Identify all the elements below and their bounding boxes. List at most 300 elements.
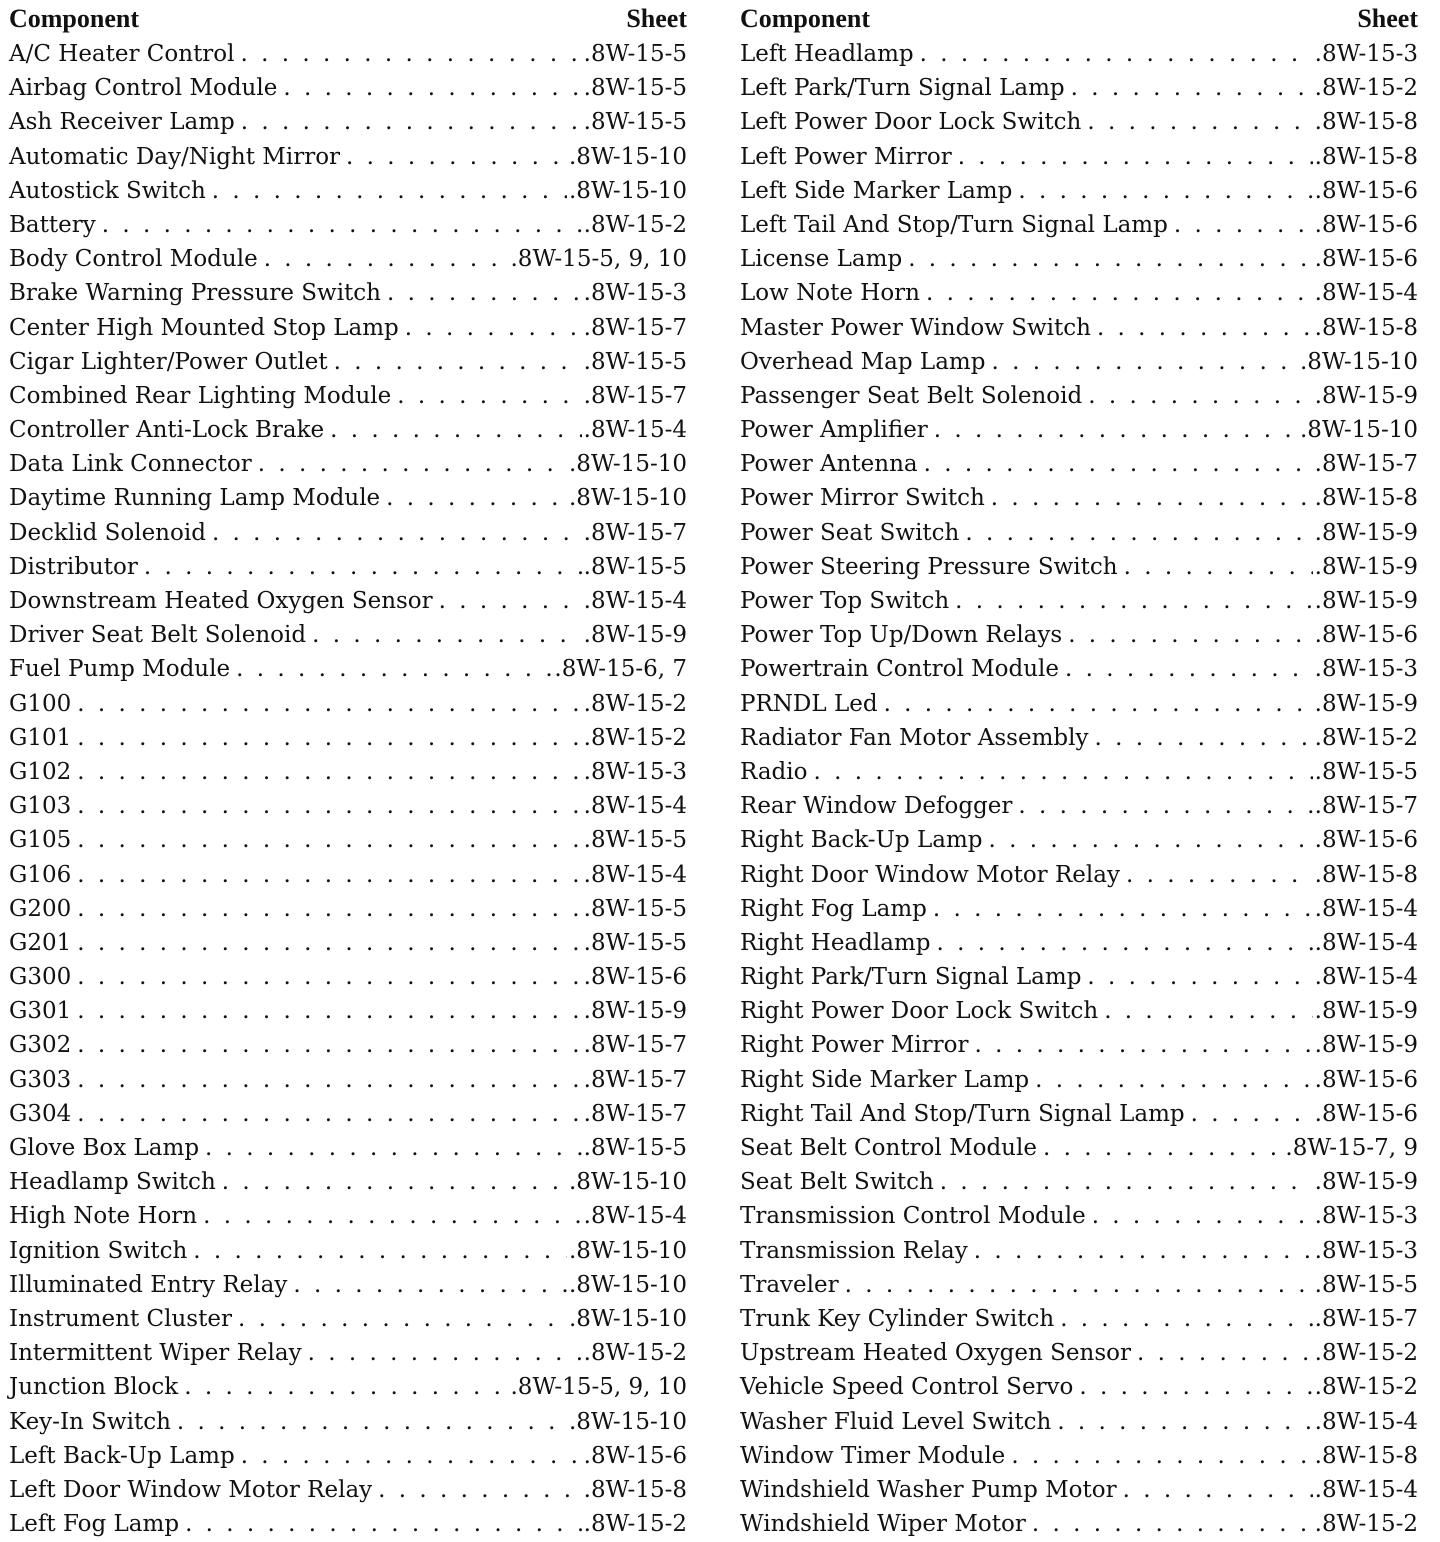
sheet-reference: .8W-15-5	[583, 41, 687, 67]
component-name: Key-In Switch	[9, 1408, 171, 1435]
component-name: Intermittent Wiper Relay	[9, 1340, 302, 1367]
dot-leader	[77, 687, 581, 721]
component-name: Body Control Module	[9, 246, 258, 273]
table-row	[740, 1302, 1418, 1336]
sheet-header-label: Sheet	[1357, 4, 1418, 33]
dot-leader	[924, 447, 1313, 481]
component-name: Left Fog Lamp	[9, 1511, 180, 1538]
dot-leader	[77, 858, 581, 892]
component-name: Vehicle Speed Control Servo	[740, 1374, 1074, 1401]
dot-leader	[1057, 1405, 1312, 1439]
dot-leader	[884, 687, 1313, 721]
table-row	[740, 618, 1418, 652]
table-row	[9, 1063, 687, 1097]
sheet-reference: .8W-15-7	[583, 1032, 687, 1059]
dot-leader	[845, 1268, 1313, 1302]
component-name: Windshield Washer Pump Motor	[740, 1476, 1117, 1503]
dot-leader	[1087, 105, 1312, 139]
component-name: G102	[9, 758, 72, 785]
component-name: Transmission Relay	[740, 1237, 968, 1264]
sheet-reference: .8W-15-9	[1314, 519, 1418, 546]
sheet-reference: .8W-15-5, 9, 10	[510, 1374, 687, 1401]
dot-leader	[77, 1097, 581, 1131]
table-row	[9, 1336, 687, 1370]
table-row	[740, 1439, 1418, 1473]
component-name: Right Headlamp	[740, 929, 931, 956]
sheet-reference: .8W-15-2	[1314, 724, 1418, 751]
sheet-reference: .8W-15-7, 9	[1285, 1135, 1418, 1161]
sheet-reference: .8W-15-6	[1314, 622, 1418, 649]
sheet-reference: .8W-15-4	[1314, 895, 1418, 922]
table-row	[9, 926, 687, 960]
component-name: Power Amplifier	[740, 417, 928, 444]
sheet-reference: .8W-15-10	[569, 177, 687, 204]
sheet-reference: .8W-15-8	[1314, 109, 1418, 136]
sheet-reference: .8W-15-9	[583, 998, 687, 1025]
component-name: Power Steering Pressure Switch	[740, 553, 1118, 580]
table-row	[740, 1234, 1418, 1268]
table-row	[740, 37, 1418, 71]
table-row	[9, 174, 687, 208]
dot-leader	[241, 105, 582, 139]
table-row	[9, 584, 687, 618]
table-row	[9, 71, 687, 105]
table-row	[740, 892, 1418, 926]
dot-leader	[991, 345, 1298, 379]
component-list-right	[740, 37, 1418, 1541]
component-name: Distributor	[9, 553, 138, 580]
column-header	[740, 2, 1418, 35]
table-row	[9, 755, 687, 789]
sheet-reference: .8W-15-4	[583, 1203, 687, 1230]
dot-leader	[975, 1028, 1313, 1062]
sheet-reference: .8W-15-5	[583, 827, 687, 854]
table-row	[740, 105, 1418, 139]
component-name: Decklid Solenoid	[9, 519, 206, 546]
component-name: Left Park/Turn Signal Lamp	[740, 75, 1065, 102]
sheet-reference: .8W-15-3	[1314, 1203, 1418, 1230]
table-row	[9, 276, 687, 310]
table-row	[9, 652, 687, 686]
sheet-reference: .8W-15-10	[1300, 348, 1418, 375]
component-name: Right Park/Turn Signal Lamp	[740, 964, 1082, 991]
sheet-reference: .8W-15-8	[583, 1476, 687, 1503]
component-name: Downstream Heated Oxygen Sensor	[9, 588, 433, 614]
component-name: Automatic Day/Night Mirror	[9, 143, 341, 170]
sheet-reference: .8W-15-6	[1314, 177, 1418, 204]
dot-leader	[346, 140, 567, 174]
dot-leader	[77, 1063, 581, 1097]
sheet-reference: .8W-15-4	[1314, 280, 1418, 307]
dot-leader	[77, 960, 581, 994]
component-name: Right Side Marker Lamp	[740, 1066, 1030, 1093]
dot-leader	[1018, 789, 1312, 823]
component-name: Combined Rear Lighting Module	[9, 382, 392, 409]
component-name: G101	[9, 724, 72, 751]
sheet-reference: .8W-15-9	[1314, 1169, 1418, 1196]
table-row	[9, 1268, 687, 1302]
table-row	[9, 413, 687, 447]
sheet-reference: .8W-15-6	[583, 1442, 687, 1469]
sheet-reference: .8W-15-6	[1314, 1066, 1418, 1093]
sheet-reference: .8W-15-9	[1314, 998, 1418, 1025]
table-row	[740, 1370, 1418, 1404]
component-name: Instrument Cluster	[9, 1305, 232, 1332]
table-row	[740, 379, 1418, 413]
dot-leader	[989, 823, 1313, 857]
dot-leader	[77, 721, 581, 755]
sheet-reference: .8W-15-7	[583, 1066, 687, 1093]
component-name: Center High Mounted Stop Lamp	[9, 314, 399, 341]
dot-leader	[184, 1370, 508, 1404]
table-row	[740, 960, 1418, 994]
sheet-reference: .8W-15-5	[583, 109, 687, 136]
sheet-reference: .8W-15-2	[1314, 75, 1418, 102]
table-row	[740, 789, 1418, 823]
sheet-reference: .8W-15-9	[1314, 382, 1418, 409]
component-name: Radio	[740, 758, 808, 785]
component-name: Power Mirror Switch	[740, 485, 985, 512]
table-row	[740, 721, 1418, 755]
component-name: G300	[9, 964, 72, 991]
sheet-reference: .8W-15-4	[583, 588, 687, 614]
dot-leader	[77, 823, 581, 857]
table-row	[9, 1439, 687, 1473]
dot-leader	[1104, 994, 1312, 1028]
dot-leader	[386, 481, 567, 515]
dot-leader	[1018, 174, 1312, 208]
sheet-reference: .8W-15-2	[583, 690, 687, 717]
dot-leader	[77, 789, 581, 823]
component-name: G106	[9, 861, 72, 888]
component-name: G103	[9, 793, 72, 820]
component-name: Controller Anti-Lock Brake	[9, 417, 325, 444]
component-name: Upstream Heated Oxygen Sensor	[740, 1340, 1131, 1367]
dot-leader	[264, 242, 509, 276]
dot-leader	[77, 892, 581, 926]
sheet-reference: .8W-15-5	[583, 348, 687, 375]
table-row	[740, 550, 1418, 584]
dot-leader	[1065, 652, 1313, 686]
dot-leader	[205, 1131, 582, 1165]
sheet-reference: .8W-15-6	[1314, 827, 1418, 854]
table-row	[9, 345, 687, 379]
dot-leader	[258, 447, 567, 481]
sheet-reference: .8W-15-6	[1314, 1100, 1418, 1127]
table-row	[9, 1097, 687, 1131]
dot-leader	[283, 71, 581, 105]
component-name: Washer Fluid Level Switch	[740, 1408, 1052, 1435]
table-row	[740, 1199, 1418, 1233]
dot-leader	[77, 1028, 581, 1062]
dot-leader	[965, 516, 1312, 550]
sheet-reference: .8W-15-9	[1314, 1032, 1418, 1059]
sheet-reference: .8W-15-5	[1314, 1271, 1418, 1298]
sheet-reference: .8W-15-10	[569, 1169, 687, 1196]
table-row	[740, 413, 1418, 447]
table-row	[740, 242, 1418, 276]
component-name: Driver Seat Belt Solenoid	[9, 622, 307, 649]
dot-leader	[405, 311, 582, 345]
dot-leader	[1097, 311, 1313, 345]
dot-leader	[203, 1199, 582, 1233]
component-name: License Lamp	[740, 246, 903, 273]
table-row	[9, 1507, 687, 1541]
sheet-reference: .8W-15-2	[583, 1511, 687, 1538]
component-list-left	[9, 37, 687, 1541]
dot-leader	[293, 1268, 567, 1302]
table-row	[740, 1507, 1418, 1541]
sheet-reference: .8W-15-6, 7	[554, 656, 687, 683]
table-row	[9, 208, 687, 242]
sheet-reference: .8W-15-7	[583, 382, 687, 409]
component-header-label: Component	[740, 4, 871, 33]
dot-leader	[1043, 1131, 1283, 1165]
component-name: Left Side Marker Lamp	[740, 177, 1013, 204]
dot-leader	[1011, 1439, 1312, 1473]
sheet-reference: .8W-15-3	[1314, 656, 1418, 683]
component-name: G302	[9, 1032, 72, 1059]
table-row	[9, 789, 687, 823]
component-name: Right Power Door Lock Switch	[740, 998, 1099, 1025]
component-name: Right Power Mirror	[740, 1032, 969, 1059]
table-row	[9, 105, 687, 139]
dot-leader	[334, 345, 582, 379]
table-row	[9, 1165, 687, 1199]
dot-leader	[1137, 1336, 1313, 1370]
table-row	[740, 584, 1418, 618]
sheet-reference: .8W-15-9	[1314, 553, 1418, 580]
sheet-reference: .8W-15-8	[1314, 485, 1418, 512]
sheet-reference: .8W-15-3	[1314, 41, 1418, 67]
dot-leader	[387, 276, 582, 310]
component-name: Power Antenna	[740, 451, 918, 478]
component-name: Seat Belt Control Module	[740, 1135, 1037, 1161]
table-row	[740, 516, 1418, 550]
component-name: Transmission Control Module	[740, 1203, 1086, 1230]
component-name: Autostick Switch	[9, 177, 206, 204]
dot-leader	[212, 516, 582, 550]
component-name: Fuel Pump Module	[9, 656, 231, 683]
sheet-reference: .8W-15-4	[1314, 1476, 1418, 1503]
sheet-reference: .8W-15-2	[583, 724, 687, 751]
component-name: Low Note Horn	[740, 280, 920, 307]
table-row	[740, 1028, 1418, 1062]
sheet-reference: .8W-15-4	[583, 793, 687, 820]
table-row	[9, 858, 687, 892]
sheet-reference: .8W-15-5	[583, 929, 687, 956]
sheet-reference: .8W-15-3	[1314, 1237, 1418, 1264]
component-name: Illuminated Entry Relay	[9, 1271, 288, 1298]
dot-leader	[940, 1165, 1313, 1199]
dot-leader	[193, 1234, 567, 1268]
sheet-reference: .8W-15-4	[1314, 929, 1418, 956]
table-row	[9, 1234, 687, 1268]
dot-leader	[378, 1473, 581, 1507]
table-row	[740, 447, 1418, 481]
table-row	[740, 174, 1418, 208]
dot-leader	[308, 1336, 582, 1370]
component-name: Left Back-Up Lamp	[9, 1442, 235, 1469]
component-name: Right Fog Lamp	[740, 895, 927, 922]
dot-leader	[102, 208, 582, 242]
table-row	[740, 311, 1418, 345]
component-name: G100	[9, 690, 72, 717]
component-name: G301	[9, 998, 72, 1025]
component-name: Glove Box Lamp	[9, 1135, 200, 1161]
table-row	[9, 37, 687, 71]
dot-leader	[439, 584, 582, 618]
dot-leader	[212, 174, 567, 208]
dot-leader	[312, 618, 582, 652]
sheet-reference: .8W-15-2	[583, 1340, 687, 1367]
dot-leader	[77, 926, 581, 960]
table-row	[740, 1063, 1418, 1097]
dot-leader	[1071, 71, 1313, 105]
dot-leader	[958, 140, 1313, 174]
component-name: Overhead Map Lamp	[740, 348, 986, 375]
dot-leader	[933, 892, 1313, 926]
sheet-reference: .8W-15-10	[569, 143, 687, 170]
sheet-reference: .8W-15-6	[583, 964, 687, 991]
table-row	[9, 379, 687, 413]
component-name: Airbag Control Module	[9, 75, 278, 102]
column-header	[9, 2, 687, 35]
component-name: G304	[9, 1100, 72, 1127]
sheet-reference: .8W-15-9	[1314, 588, 1418, 614]
table-row	[740, 994, 1418, 1028]
dot-leader	[77, 755, 581, 789]
table-row	[740, 1165, 1418, 1199]
component-name: Battery	[9, 211, 96, 238]
dot-leader	[1087, 960, 1312, 994]
component-name: G200	[9, 895, 72, 922]
dot-leader	[926, 276, 1313, 310]
sheet-reference: .8W-15-7	[583, 314, 687, 341]
dot-leader	[236, 652, 552, 686]
sheet-reference: .8W-15-2	[1314, 1340, 1418, 1367]
component-header-label: Component	[9, 4, 140, 33]
dot-leader	[177, 1405, 567, 1439]
dot-leader	[1094, 721, 1312, 755]
sheet-reference: .8W-15-7	[1314, 793, 1418, 820]
component-name: Traveler	[740, 1271, 839, 1298]
dot-leader	[908, 242, 1312, 276]
sheet-reference: .8W-15-8	[1314, 314, 1418, 341]
component-name: Junction Block	[9, 1374, 179, 1401]
table-row	[740, 208, 1418, 242]
component-name: G105	[9, 827, 72, 854]
dot-leader	[241, 37, 582, 71]
table-row	[9, 1370, 687, 1404]
component-name: Right Door Window Motor Relay	[740, 861, 1120, 888]
table-row	[9, 1405, 687, 1439]
sheet-reference: .8W-15-4	[1314, 1408, 1418, 1435]
table-row	[9, 994, 687, 1028]
dot-leader	[813, 755, 1312, 789]
dot-leader	[1032, 1507, 1313, 1541]
component-name: Trunk Key Cylinder Switch	[740, 1305, 1055, 1332]
component-name: G201	[9, 929, 72, 956]
component-name: Passenger Seat Belt Solenoid	[740, 382, 1083, 409]
dot-leader	[991, 481, 1313, 515]
component-name: Left Headlamp	[740, 41, 914, 67]
component-name: Left Power Door Lock Switch	[740, 109, 1082, 136]
sheet-reference: .8W-15-5	[583, 553, 687, 580]
component-name: Power Top Up/Down Relays	[740, 622, 1063, 649]
dot-leader	[1126, 858, 1313, 892]
sheet-reference: .8W-15-5	[583, 1135, 687, 1161]
table-row	[9, 721, 687, 755]
right-column	[740, 2, 1418, 1541]
sheet-reference: .8W-15-4	[583, 861, 687, 888]
component-name: Windshield Wiper Motor	[740, 1511, 1026, 1538]
sheet-reference: .8W-15-7	[1314, 451, 1418, 478]
component-name: Rear Window Defogger	[740, 793, 1013, 820]
component-name: Left Door Window Motor Relay	[9, 1476, 373, 1503]
table-row	[9, 1302, 687, 1336]
table-row	[740, 345, 1418, 379]
table-row	[9, 687, 687, 721]
table-row	[740, 276, 1418, 310]
dot-leader	[934, 413, 1298, 447]
sheet-reference: .8W-15-5	[583, 75, 687, 102]
dot-leader	[77, 994, 581, 1028]
component-name: Left Power Mirror	[740, 143, 952, 170]
sheet-reference: .8W-15-4	[583, 417, 687, 444]
component-name: Brake Warning Pressure Switch	[9, 280, 381, 307]
sheet-reference: .8W-15-10	[569, 451, 687, 478]
table-row	[740, 652, 1418, 686]
table-row	[740, 1405, 1418, 1439]
dot-leader	[1123, 1473, 1313, 1507]
dot-leader	[1088, 379, 1312, 413]
component-name: Data Link Connector	[9, 451, 252, 478]
dot-leader	[222, 1165, 567, 1199]
dot-leader	[238, 1302, 567, 1336]
dot-leader	[185, 1507, 582, 1541]
component-name: Powertrain Control Module	[740, 656, 1060, 683]
table-row	[9, 1131, 687, 1165]
sheet-reference: .8W-15-5	[1314, 758, 1418, 785]
table-row	[9, 618, 687, 652]
component-name: Right Tail And Stop/Turn Signal Lamp	[740, 1100, 1185, 1127]
table-row	[9, 550, 687, 584]
table-row	[9, 1199, 687, 1233]
table-row	[9, 1473, 687, 1507]
dot-leader	[1174, 208, 1313, 242]
component-name: Ignition Switch	[9, 1237, 188, 1264]
dot-leader	[974, 1234, 1313, 1268]
dot-leader	[1191, 1097, 1313, 1131]
dot-leader	[955, 584, 1312, 618]
dot-leader	[1068, 618, 1312, 652]
table-row	[740, 755, 1418, 789]
sheet-reference: .8W-15-8	[1314, 143, 1418, 170]
sheet-reference: .8W-15-10	[569, 1271, 687, 1298]
component-name: Right Back-Up Lamp	[740, 827, 983, 854]
table-row	[9, 960, 687, 994]
table-row	[9, 1028, 687, 1062]
sheet-reference: .8W-15-3	[583, 758, 687, 785]
table-row	[9, 242, 687, 276]
table-row	[9, 481, 687, 515]
table-row	[740, 481, 1418, 515]
table-row	[9, 311, 687, 345]
sheet-reference: .8W-15-8	[1314, 1442, 1418, 1469]
component-name: Power Top Switch	[740, 588, 950, 614]
dot-leader	[1035, 1063, 1312, 1097]
